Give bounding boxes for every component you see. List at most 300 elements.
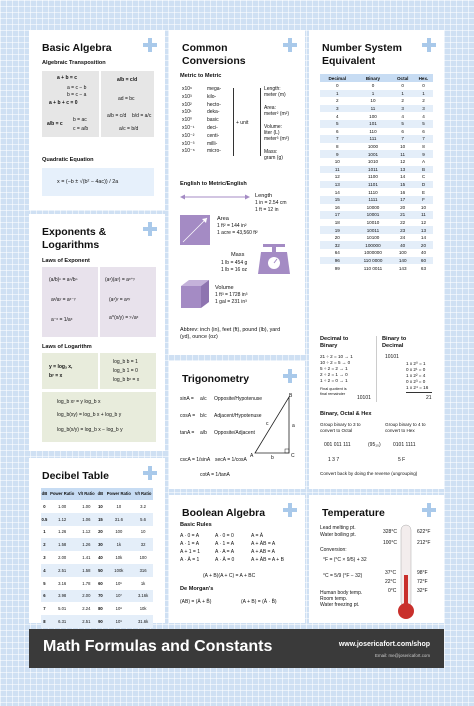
power-step: 0 x 2³ = 0	[406, 379, 426, 384]
log-box-1	[42, 353, 98, 389]
table-row	[320, 158, 433, 166]
table-cell: 10011	[355, 226, 392, 234]
celsius-mark: 100°C	[383, 540, 397, 546]
table-cell: 10001	[355, 211, 392, 219]
table-cell: 101	[355, 120, 392, 128]
table-cell: 3	[414, 105, 433, 113]
table-row	[320, 97, 433, 105]
boolean-rule: A · A = A	[215, 549, 235, 555]
plus-icon	[143, 466, 157, 480]
table-cell: 11	[355, 105, 392, 113]
table-cell: 24	[400, 235, 406, 241]
volume-cube-icon	[181, 280, 209, 308]
card-title-line1: Common	[182, 42, 228, 54]
table-cell: 31.6	[105, 513, 134, 526]
conversion-value: 1 ft² = 144 in²	[217, 223, 247, 229]
exponent-law: a^(x/y) = ʸ√aˣ	[109, 315, 139, 321]
boolean-rule: A · 0 = 0	[215, 533, 234, 539]
equation: b/d = a/c	[132, 113, 152, 119]
division-step: 1 ÷ 2 = 0 → 1	[320, 378, 348, 383]
table-cell: 70	[96, 590, 104, 603]
section-heading: Binary to	[382, 336, 407, 342]
table-cell: 2.51	[48, 564, 77, 577]
unit-text: meter³ (m³)	[264, 136, 289, 142]
table-row	[320, 241, 433, 249]
power-of-ten: x10⁻²	[182, 132, 195, 139]
table-cell: 1101	[355, 181, 392, 189]
conversion-label: Volume	[215, 285, 234, 291]
table-cell: B	[414, 166, 433, 174]
power-of-ten: x10⁻³	[182, 140, 195, 147]
table-cell: 1001	[355, 150, 392, 158]
table-cell: 100	[139, 555, 147, 561]
table-cell: 1010	[367, 159, 379, 165]
card-exponents-logarithms	[29, 214, 165, 451]
conversion-value: 1 in = 2.54 cm	[255, 200, 287, 206]
power-of-ten: x10²	[182, 101, 192, 108]
hex-digits: 5 F	[398, 457, 406, 463]
table-cell: 14	[400, 174, 406, 180]
decimal-value: (95₁₀)	[368, 442, 381, 448]
table-cell: 6	[422, 128, 425, 134]
boolean-rule: A · 1 = A	[180, 541, 200, 547]
exponent-law: (aˣ)ʸ = aˣʸ	[109, 297, 131, 303]
boolean-rule: A · 1 = A	[215, 541, 235, 547]
table-cell: 20	[98, 529, 103, 535]
table-cell: 2	[401, 98, 404, 104]
conversion-value: 1 ft³ = 1728 in³	[215, 292, 248, 298]
table-cell: 32	[133, 538, 153, 551]
table-cell: 7	[43, 606, 46, 612]
plus-icon	[283, 38, 297, 52]
equation: a + b + c = 0	[49, 100, 78, 106]
table-cell: 111	[355, 135, 392, 143]
table-cell: 8	[422, 144, 425, 150]
power-step: 1 x 2⁴ = 16	[406, 385, 429, 390]
table-cell: 1110	[368, 189, 378, 195]
table-row	[320, 257, 433, 265]
unit-text: Area:	[264, 105, 276, 111]
table-cell: 140	[391, 257, 414, 265]
table-row	[320, 112, 433, 120]
temp-label: Lead melting pt.	[320, 525, 356, 531]
card-title: Boolean Algebra	[182, 507, 266, 519]
table-cell: 6	[41, 590, 48, 603]
table-cell: 2	[41, 538, 48, 551]
table-row	[41, 564, 153, 577]
col-header: V/I Ratio	[133, 488, 153, 500]
binary-number: 10101	[385, 354, 399, 360]
table-cell: 2.00	[58, 555, 67, 561]
table-cell: 0	[401, 83, 404, 89]
table-row	[320, 166, 433, 174]
table-cell: 7	[320, 135, 355, 143]
boolean-rule: A · Ā = 0	[215, 557, 235, 563]
table-row	[320, 173, 433, 181]
division-step: 5 ÷ 2 = 2 → 1	[320, 366, 348, 371]
trig-func: cosA =	[180, 413, 196, 419]
footer-email[interactable]: Email: me@josericafort.com	[375, 653, 430, 658]
col-header: Decimal	[320, 74, 355, 82]
unit-text: liter (L)	[264, 130, 280, 136]
metric-prefix: deci-	[207, 125, 218, 131]
table-cell: 15	[96, 513, 104, 526]
table-cell: 20	[334, 235, 340, 241]
plus-icon	[422, 503, 436, 517]
boolean-rule: A = Ā	[251, 533, 264, 539]
table-row	[320, 226, 433, 234]
table-row	[41, 577, 153, 590]
section-heading: Algebraic Transposition	[42, 60, 106, 66]
power-step: 1 x 2² = 4	[406, 373, 426, 378]
plus-icon	[283, 503, 297, 517]
table-cell: 110 0011	[363, 265, 383, 271]
card-title: Decibel Table	[42, 470, 109, 482]
table-row	[320, 120, 433, 128]
table-cell: 0	[422, 83, 425, 89]
fahrenheit-mark: 622°F	[417, 529, 431, 535]
table-cell: 21	[391, 211, 414, 219]
table-cell: 2	[335, 98, 339, 104]
table-cell: 13	[414, 226, 433, 234]
table-cell: 5.01	[58, 606, 67, 612]
table-row	[41, 590, 153, 603]
card-title: Temperature	[322, 507, 385, 519]
exponent-law: aˣ/aʸ = aˣ⁻ʸ	[51, 297, 76, 303]
table-cell: 10	[420, 204, 427, 210]
table-cell: 3	[320, 105, 355, 113]
table-cell: 11	[391, 150, 414, 158]
temp-label: Water boiling pt.	[320, 532, 356, 538]
table-cell: A	[421, 159, 426, 165]
metric-prefix: centi-	[207, 132, 220, 139]
table-cell: 2.00	[76, 590, 96, 603]
trig-words: Opposite/Hypotenuse	[214, 396, 263, 402]
table-cell: 40	[420, 250, 427, 256]
table-row	[41, 526, 153, 539]
plus-icon	[283, 369, 297, 383]
table-cell: 30	[96, 538, 104, 551]
power-of-ten: x10⁻¹	[182, 125, 195, 131]
table-cell: 9	[320, 150, 355, 158]
card-boolean-algebra	[169, 495, 305, 623]
table-cell: 3	[391, 105, 414, 113]
table-cell: 1000000	[364, 250, 382, 256]
division-note: Final quotient is	[320, 387, 347, 391]
celsius-mark: 37°C	[385, 570, 397, 576]
table-cell: 1.00	[58, 503, 67, 509]
table-cell: 31.6k	[133, 615, 153, 628]
section-heading: Quadratic Equation	[42, 157, 94, 163]
equation: a + b = c	[57, 75, 78, 81]
table-cell: 23	[391, 226, 414, 234]
trig-words: Adjacent/Hypotenuse	[214, 413, 262, 419]
table-cell: 100k	[105, 564, 134, 577]
table-cell: 10100	[366, 235, 380, 241]
vertex-label: A	[250, 453, 254, 459]
fahrenheit-mark: 212°F	[417, 540, 431, 546]
metric-prefix: milli-	[207, 140, 218, 147]
trig-words: Opposite/Adjacent	[214, 430, 255, 436]
divider	[376, 336, 377, 402]
group-note: convert to Octal	[320, 428, 353, 433]
metric-prefix: deka-	[207, 109, 220, 116]
table-cell: 12	[400, 159, 406, 165]
table-cell: 9	[414, 150, 433, 158]
table-cell: 15	[320, 196, 355, 204]
table-cell: 4	[41, 564, 48, 577]
table-cell: 14	[420, 235, 427, 241]
abbreviations: Abbrev: inch (in), feet (ft), pound (lb), yard	[180, 327, 281, 333]
col-header: Power Ratio	[105, 488, 134, 500]
table-cell: 2.51	[76, 615, 96, 628]
section-heading: Basic Rules	[180, 522, 212, 528]
footer-shop-link[interactable]: www.josericafort.com/shop	[338, 641, 430, 648]
boolean-rule: A + ĀB = A + B	[251, 557, 284, 563]
temp-formula: °F = (°C × 9/5) + 32	[323, 557, 367, 563]
table-row	[320, 135, 433, 143]
table-cell: 1	[391, 90, 414, 98]
table-cell: 10000	[366, 204, 380, 210]
celsius-mark: 0°C	[388, 588, 397, 594]
table-row	[41, 513, 153, 526]
table-cell: 143	[398, 265, 407, 271]
table-cell: 1.26	[58, 529, 67, 535]
table-cell: 1.41	[82, 555, 91, 561]
table-cell: 316	[133, 564, 153, 577]
table-cell: 90	[96, 615, 104, 628]
metric-prefix: kilo-	[207, 93, 217, 100]
card-title: Basic Algebra	[42, 42, 112, 54]
table-cell: 5	[414, 120, 433, 128]
card-title-line2: Conversions	[182, 55, 246, 67]
table-cell: 8	[335, 144, 339, 150]
table-row	[320, 181, 433, 189]
section-heading: Metric to Metric	[180, 73, 222, 79]
table-cell: 10⁷	[105, 590, 134, 603]
celsius-mark: 22°C	[385, 579, 397, 585]
card-title: Trigonometry	[182, 373, 250, 385]
table-cell: 3.16	[58, 580, 67, 586]
table-cell: 1.12	[48, 513, 77, 526]
unit-label: + unit	[236, 120, 249, 126]
trig-func: sinA =	[180, 396, 194, 402]
table-cell: 0	[335, 83, 339, 89]
table-cell: 5	[43, 580, 46, 586]
sum-line	[406, 392, 432, 393]
table-cell: 100	[398, 250, 407, 256]
table-row	[320, 82, 433, 90]
section-heading: Binary, Octal & Hex	[320, 411, 372, 417]
equation: c = a/b	[73, 126, 89, 132]
equation: ad = bc	[118, 96, 135, 102]
table-cell: 17	[320, 211, 355, 219]
table-cell: 1.06	[76, 513, 96, 526]
section-heading: De Morgan's	[180, 586, 214, 592]
plus-icon	[143, 38, 157, 52]
length-arrow-icon	[180, 193, 250, 201]
section-heading: Decimal to	[320, 336, 349, 342]
table-cell: 19	[320, 226, 355, 234]
table-cell: 60	[414, 257, 433, 265]
unit-text: Mass:	[264, 149, 278, 155]
power-step: 0 x 2¹ = 0	[406, 367, 426, 372]
table-cell: 2	[422, 98, 425, 104]
table-cell: 10	[116, 503, 122, 509]
table-cell: 40	[98, 555, 103, 561]
group-note: convert to Hex	[385, 428, 415, 433]
log-law: log_b(xy) = log_b x + log_b y	[57, 412, 122, 418]
table-row	[41, 615, 153, 628]
table-cell: 7	[391, 135, 414, 143]
boolean-rule: A + AB = A	[251, 549, 275, 555]
table-cell: 5	[320, 120, 355, 128]
table-cell: 12	[334, 174, 340, 180]
table-cell: 10k	[115, 555, 123, 561]
table-row	[41, 551, 153, 564]
table-row	[320, 249, 433, 257]
log-law: y = logₐ x,	[49, 364, 73, 370]
demorgan-law: (A + B) = (Ā · B̄)	[241, 599, 277, 605]
col-header: dB	[41, 488, 48, 500]
number-system-table	[320, 74, 433, 272]
table-cell: 1000	[367, 144, 379, 150]
table-cell: 0.5	[41, 513, 48, 526]
table-cell: 10	[400, 144, 406, 150]
division-result: 10101	[357, 395, 371, 401]
table-cell: 63	[420, 265, 427, 271]
table-cell: 10⁹	[105, 615, 134, 628]
trig-func: tanA =	[180, 430, 195, 436]
table-cell: 1	[320, 90, 355, 98]
table-row	[320, 211, 433, 219]
exponent-law: (a/b)ⁿ = aⁿ/bⁿ	[49, 277, 78, 283]
table-cell: 10	[140, 529, 146, 535]
power-result: 21	[426, 395, 432, 401]
table-row	[320, 105, 433, 113]
table-cell: 1.58	[76, 564, 96, 577]
table-cell: 4	[335, 113, 339, 119]
boolean-law: (A + B)(A + C) = A + BC	[203, 573, 256, 579]
table-cell: 1.00	[82, 503, 91, 509]
section-heading: Binary	[320, 343, 338, 349]
table-cell: 10	[98, 503, 103, 509]
log-law: log_b xʸ = y log_b x	[57, 399, 101, 405]
log-law: log_b 1 = 0	[113, 368, 138, 374]
temp-label: Water freezing pt.	[320, 602, 360, 608]
table-cell: 1.12	[82, 529, 91, 535]
table-cell: 16	[400, 189, 406, 195]
exponent-law: a⁻ˣ = 1/aˣ	[51, 317, 73, 323]
unit-text: Volume:	[264, 124, 283, 130]
boolean-rule: A + 1 = 1	[180, 549, 201, 555]
card-trigonometry	[169, 361, 305, 489]
conversion-value: 1 gal = 231 in³	[215, 299, 247, 305]
grouped-binary: 0101 1111	[393, 442, 416, 448]
log-law: log_b(x/y) = log_b x − log_b y	[57, 427, 123, 433]
vertex-label: B	[289, 393, 293, 399]
table-cell: 1	[355, 90, 392, 98]
log-law: log_b bˣ = x	[113, 377, 140, 383]
boolean-rule: A · Ā = 1	[180, 557, 200, 563]
side-label: a	[292, 423, 295, 429]
trig-func: cotA = 1/tanA	[200, 472, 230, 478]
conversion-value: 1 lb = 16 oz	[221, 267, 247, 273]
table-cell: 13	[320, 181, 355, 189]
table-cell: 1k	[140, 580, 146, 586]
col-header: Octal	[391, 74, 414, 82]
table-cell: 10	[370, 98, 376, 104]
metric-prefix: mega-	[207, 86, 222, 92]
table-cell: 11	[414, 211, 433, 219]
table-cell: 10k	[139, 606, 147, 612]
bracket	[233, 88, 234, 156]
table-cell: 7	[414, 135, 433, 143]
unit-text: meter (m)	[264, 92, 286, 98]
log-law: log_b b = 1	[113, 359, 138, 365]
table-cell: 1100	[368, 174, 378, 180]
unit-text: meter² (m²)	[264, 111, 289, 117]
col-header: V/I Ratio	[76, 488, 96, 500]
table-cell: 1k	[105, 538, 134, 551]
table-row	[320, 188, 433, 196]
vertex-label: C	[291, 453, 295, 459]
table-cell: 3.16k	[133, 590, 153, 603]
unit-text: gram (g)	[264, 155, 283, 161]
col-header: Binary	[355, 74, 392, 82]
conversion-value: 1 acre = 43,560 ft²	[217, 230, 258, 236]
card-basic-algebra	[29, 30, 165, 210]
metric-prefix: micro-	[207, 148, 221, 155]
card-common-conversions	[169, 30, 305, 355]
area-square-icon	[180, 215, 210, 245]
power-of-ten: x10⁰	[182, 117, 193, 124]
trig-func: secA = 1/cosA	[215, 457, 247, 463]
table-row	[320, 128, 433, 136]
card-number-system	[309, 30, 444, 489]
section-heading: Decimal	[382, 343, 404, 349]
temp-formula: °C = 5/9 (°F − 32)	[323, 573, 363, 579]
table-cell: 110	[369, 128, 377, 134]
col-header: Hex.	[414, 74, 433, 82]
fahrenheit-mark: 32°F	[417, 588, 428, 594]
table-cell: 40	[391, 241, 414, 249]
temp-label: Room temp.	[320, 596, 348, 602]
plus-icon	[422, 38, 436, 52]
table-cell: 6	[401, 128, 404, 134]
power-of-ten: x10⁻⁶	[182, 148, 195, 155]
table-cell: 5.6	[133, 513, 153, 526]
table-cell: 10	[334, 159, 340, 165]
table-cell: 3.2	[140, 503, 146, 509]
conversion-label: Area	[217, 216, 229, 222]
side-label: c	[266, 421, 269, 427]
card-title-line2: Logarithms	[42, 239, 100, 251]
equation: a/c = b/d	[119, 126, 139, 132]
conversion-label: Mass	[231, 252, 245, 258]
conversion-label: Length	[255, 193, 273, 199]
equation: a/b = c	[47, 121, 63, 127]
table-cell: 14	[334, 189, 340, 195]
celsius-mark: 328°C	[383, 529, 397, 535]
temp-label: Human body temp.	[320, 590, 363, 596]
table-cell: 2.24	[82, 606, 91, 612]
demorgan-law: (AB) = (Ā + B̄)	[180, 599, 212, 605]
decibel-table	[41, 488, 153, 641]
trig-ratio: a/b	[200, 430, 207, 436]
grouped-binary: 001 011 111	[324, 442, 351, 448]
table-cell: 10⁶	[115, 580, 123, 586]
